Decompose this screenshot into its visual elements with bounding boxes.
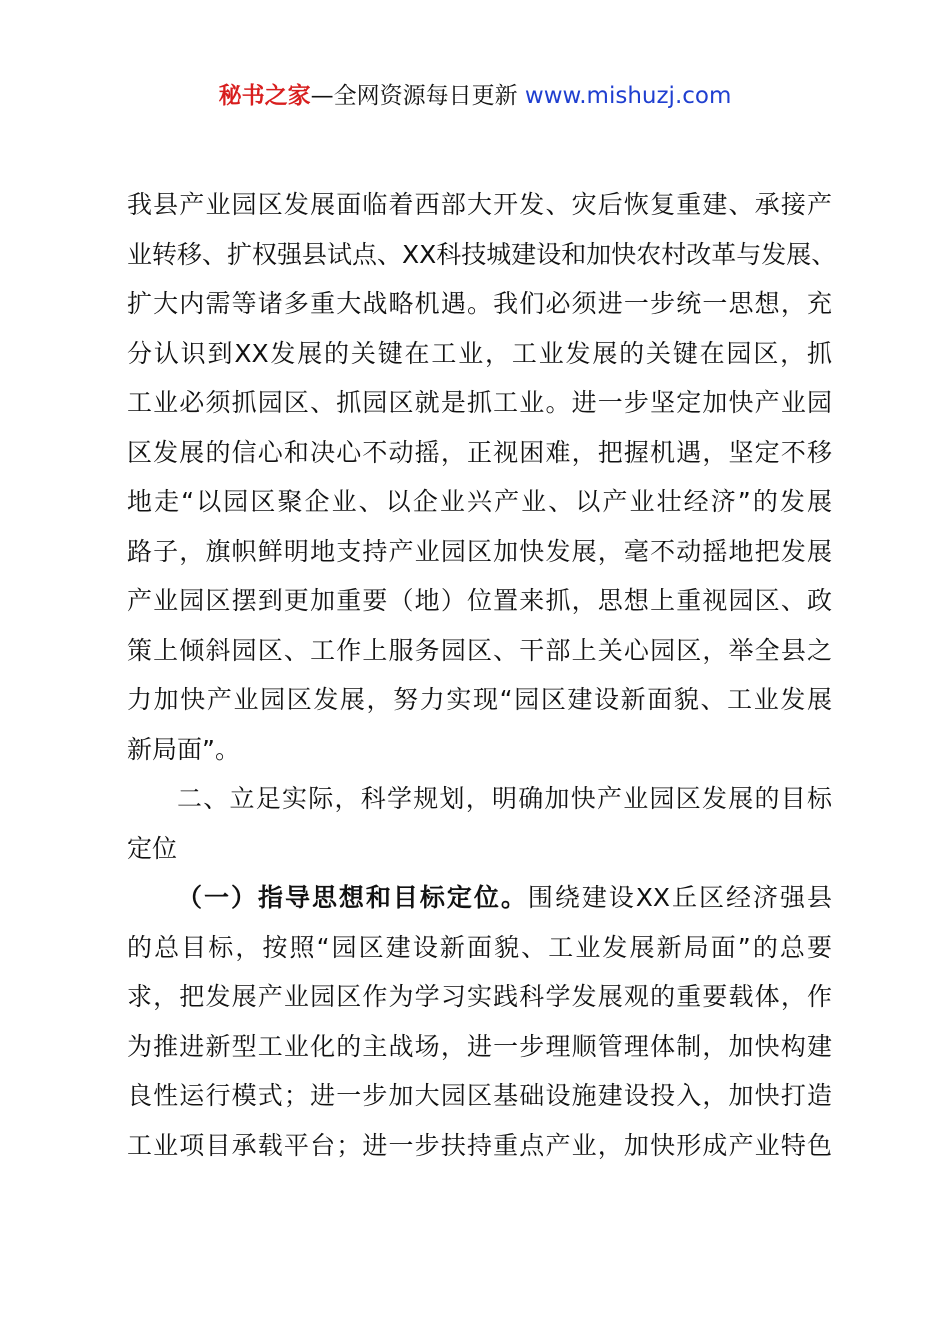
section-heading: 二、立足实际，科学规划，明确加快产业园区发展的目标 <box>177 784 832 813</box>
paragraph-line: 工业项目承载平台；进一步扶持重点产业，加快形成产业特色 <box>127 1130 832 1160</box>
paragraph-line: 力加快产业园区发展，努力实现“园区建设新面貌、工业发展 <box>127 685 832 714</box>
paragraph-line: 业转移、扩权强县试点、XX科技城建设和加快农村改革与发展、 <box>127 239 837 269</box>
paragraph-line: 分认识到XX发展的关键在工业，工业发展的关键在园区，抓 <box>127 338 832 368</box>
header-tagline: —全网资源每日更新 <box>310 83 525 109</box>
paragraph-line: 新局面”。 <box>127 734 240 764</box>
paragraph-line: 求，把发展产业园区作为学习实践科学发展观的重要载体，作 <box>127 982 832 1011</box>
paragraph-line: 策上倾斜园区、工作上服务园区、干部上关心园区，举全县之 <box>127 635 832 665</box>
paragraph-line: 我县产业园区发展面临着西部大开发、灾后恢复重建、承接产 <box>127 190 832 219</box>
paragraph-line: 良性运行模式；进一步加大园区基础设施建设投入，加快打造 <box>127 1081 832 1110</box>
paragraph-line: 扩大内需等诸多重大战略机遇。我们必须进一步统一思想，充 <box>127 289 832 318</box>
paragraph-line: 地走“以园区聚企业、以企业兴产业、以产业壮经济”的发展 <box>127 487 832 516</box>
document-body <box>127 180 837 1170</box>
sub-heading-text: 围绕建设XX丘区经济强县 <box>527 883 832 912</box>
paragraph-line: 的总目标，按照“园区建设新面貌、工业发展新局面”的总要 <box>127 932 832 962</box>
paragraph-line: 区发展的信心和决心不动摇，正视困难，把握机遇，坚定不移 <box>127 437 832 467</box>
page-header <box>0 80 950 112</box>
website-link[interactable]: www.mishuzj.com <box>524 83 732 109</box>
sub-heading-line <box>127 873 832 923</box>
paragraph-line: 工业必须抓园区、抓园区就是抓工业。进一步坚定加快产业园 <box>127 388 832 417</box>
brand-name: 秘书之家 <box>218 83 311 109</box>
paragraph-line: 产业园区摆到更加重要（地）位置来抓，思想上重视园区、政 <box>127 586 832 615</box>
section-heading-continued: 定位 <box>127 833 178 863</box>
paragraph-line: 路子，旗帜鲜明地支持产业园区加快发展，毫不动摇地把发展 <box>127 536 832 566</box>
sub-heading-title: （一）指导思想和目标定位。 <box>177 883 528 912</box>
paragraph-line: 为推进新型工业化的主战场，进一步理顺管理体制，加快构建 <box>127 1031 832 1061</box>
